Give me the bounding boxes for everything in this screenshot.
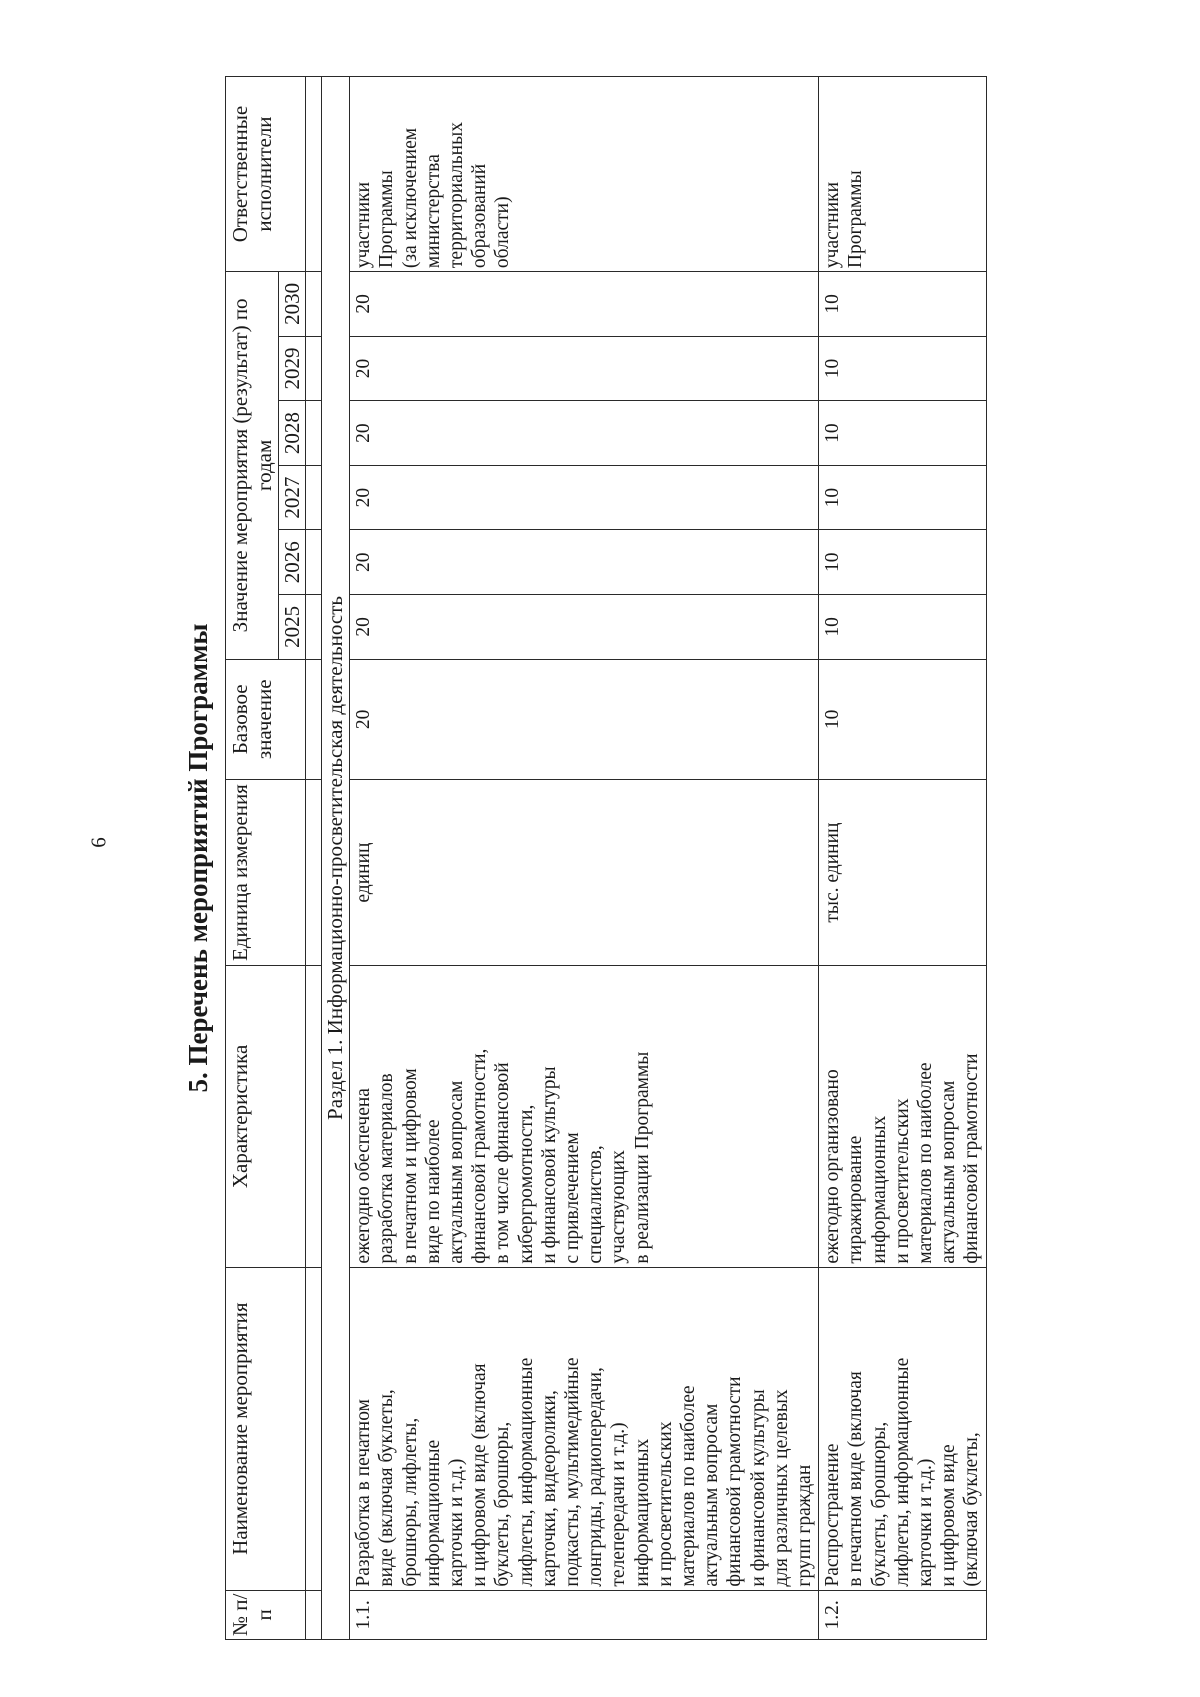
cell-text-line: в печатном и цифровом [399, 1068, 421, 1264]
activities-table [225, 76, 987, 1640]
cell-text-line: актуальным вопросам [446, 1080, 468, 1264]
year-header-2025: 2025 [279, 595, 306, 660]
row-value-2025: 10 [819, 595, 986, 660]
row-value-2028: 10 [819, 401, 986, 466]
cell-text-line: участники [822, 181, 844, 269]
year-header-2030: 2030 [279, 272, 306, 337]
cell-text-line: информационных [631, 1438, 653, 1587]
cell-text-line: (включая буклеты, [961, 1432, 983, 1587]
page-number: 6 [86, 837, 111, 848]
col-header-values-by-year: Значение мероприятия (результат) по годам [226, 272, 279, 660]
col-header-num: № п/п [226, 1590, 306, 1639]
cell-text-line: финансовой грамотности, [469, 1048, 491, 1264]
col-header-characteristic: Характеристика [226, 966, 306, 1267]
cell-text-line: Программы [376, 170, 398, 269]
row-responsible [350, 77, 819, 272]
row-num: 1.2. [819, 1590, 986, 1639]
year-header-2029: 2029 [279, 336, 306, 401]
cell-text-line: виде по наиболее [422, 1119, 444, 1264]
cell-text-line: в печатном виде (включая [845, 1371, 867, 1587]
cell-text-line: в том числе финансовой [492, 1062, 514, 1264]
cell-text-line: лифлеты, информационные [891, 1357, 913, 1587]
row-num: 1.1. [350, 1590, 819, 1639]
table-row [350, 77, 819, 1640]
row-base: 20 [350, 659, 819, 779]
row-value-2026: 10 [819, 530, 986, 595]
cell-text-line: карточки и т.д.) [446, 1458, 468, 1587]
rotated-page-content [178, 76, 1200, 1640]
cell-text-line: Программы [845, 170, 867, 269]
row-value-2025: 20 [350, 595, 819, 660]
row-value-2027: 10 [819, 465, 986, 530]
year-header-2027: 2027 [279, 465, 306, 530]
cell-text-line: министерства [422, 154, 444, 269]
row-value-2027: 20 [350, 465, 819, 530]
cell-text-line: кибергрoмотности, [515, 1104, 537, 1264]
document-title: 5. Перечень мероприятий Программы [183, 623, 213, 1093]
cell-text-line: виде (включая буклеты, [376, 1389, 398, 1587]
row-unit: тыс. единиц [819, 779, 986, 965]
cell-text-line: разработка материалов [376, 1073, 398, 1264]
row-value-2029: 10 [819, 336, 986, 401]
cell-text-line: телепередачи и т.д.) [608, 1422, 630, 1587]
row-value-2030: 20 [350, 272, 819, 337]
cell-text-line: области) [492, 196, 514, 269]
cell-text-line: и финансовой культуры [747, 1389, 769, 1587]
row-unit: единиц [350, 779, 819, 965]
cell-text-line: актуальным вопросам [701, 1403, 723, 1587]
cell-text-line: ежегодно организовано [822, 1069, 844, 1264]
cell-text-line: лифлеты, информационные [515, 1357, 537, 1587]
section-title: Раздел 1. Информационно-просветительская деятельность [322, 77, 350, 1640]
cell-text-line: для различных целевых [770, 1389, 792, 1587]
cell-text-line: Распространение [822, 1443, 844, 1587]
col-header-base: Базовое значение [226, 659, 306, 779]
row-characteristic [819, 966, 986, 1267]
cell-text-line: и цифровом виде [938, 1444, 960, 1587]
cell-text-line: и цифровом виде (включая [469, 1363, 491, 1587]
cell-text-line: материалов по наиболее [678, 1385, 700, 1587]
year-header-2028: 2028 [279, 401, 306, 466]
row-value-2030: 10 [819, 272, 986, 337]
cell-text-line: групп граждан [794, 1464, 816, 1587]
cell-text-line: образований [469, 163, 491, 269]
cell-text-line: с привлечением [562, 1132, 584, 1264]
year-header-2026: 2026 [279, 530, 306, 595]
cell-text-line: и просветительских [891, 1098, 913, 1264]
row-name [350, 1267, 819, 1590]
cell-text-line: буклеты, брошюры, [868, 1421, 890, 1587]
cell-text-line: информационные [422, 1439, 444, 1587]
header-row [226, 77, 279, 1640]
cell-text-line: участвующих [608, 1150, 630, 1264]
col-header-name: Наименование мероприятия [226, 1267, 306, 1590]
cell-text-line: информационных [868, 1115, 890, 1264]
cell-text-line: финансовой грамотности [961, 1053, 983, 1264]
cell-text-line: участники [353, 181, 375, 269]
cell-text-line: ежегодно обеспечена [353, 1088, 375, 1264]
cell-text-line: (за исключением [399, 127, 421, 269]
row-value-2029: 20 [350, 336, 819, 401]
cell-text-line: Разработка в печатном [353, 1399, 375, 1587]
row-responsible [819, 77, 986, 272]
spacer-row [306, 77, 322, 1640]
cell-text-line: буклеты, брошюры, [492, 1421, 514, 1587]
table-row [819, 77, 986, 1640]
col-header-unit: Единица измерения [226, 779, 306, 965]
cell-text-line: лонгриды, радиопередачи, [585, 1367, 607, 1587]
cell-text-line: подкасты, мультимедийные [562, 1357, 584, 1587]
cell-text-line: брошюры, лифлеты, [399, 1417, 421, 1587]
cell-text-line: материалов по наиболее [915, 1062, 937, 1264]
cell-text-line: специалистов, [585, 1145, 607, 1264]
cell-text-line: и финансовой культуры [538, 1066, 560, 1264]
cell-text-line: и просветительских [654, 1421, 676, 1587]
cell-text-line: в реализации Программы [631, 1051, 653, 1264]
cell-text-line: карточки и т.д.) [915, 1458, 937, 1587]
row-value-2026: 20 [350, 530, 819, 595]
row-value-2028: 20 [350, 401, 819, 466]
section-row [322, 77, 350, 1640]
cell-text-line: территориальных [446, 122, 468, 269]
row-base: 10 [819, 659, 986, 779]
cell-text-line: финансовой грамотности [724, 1376, 746, 1587]
cell-text-line: актуальным вопросам [938, 1080, 960, 1264]
col-header-responsible: Ответственные исполнители [226, 77, 306, 272]
row-characteristic [350, 966, 819, 1267]
cell-text-line: тиражирование [845, 1135, 867, 1264]
cell-text-line: карточки, видеоролики, [538, 1390, 560, 1587]
row-name [819, 1267, 986, 1590]
